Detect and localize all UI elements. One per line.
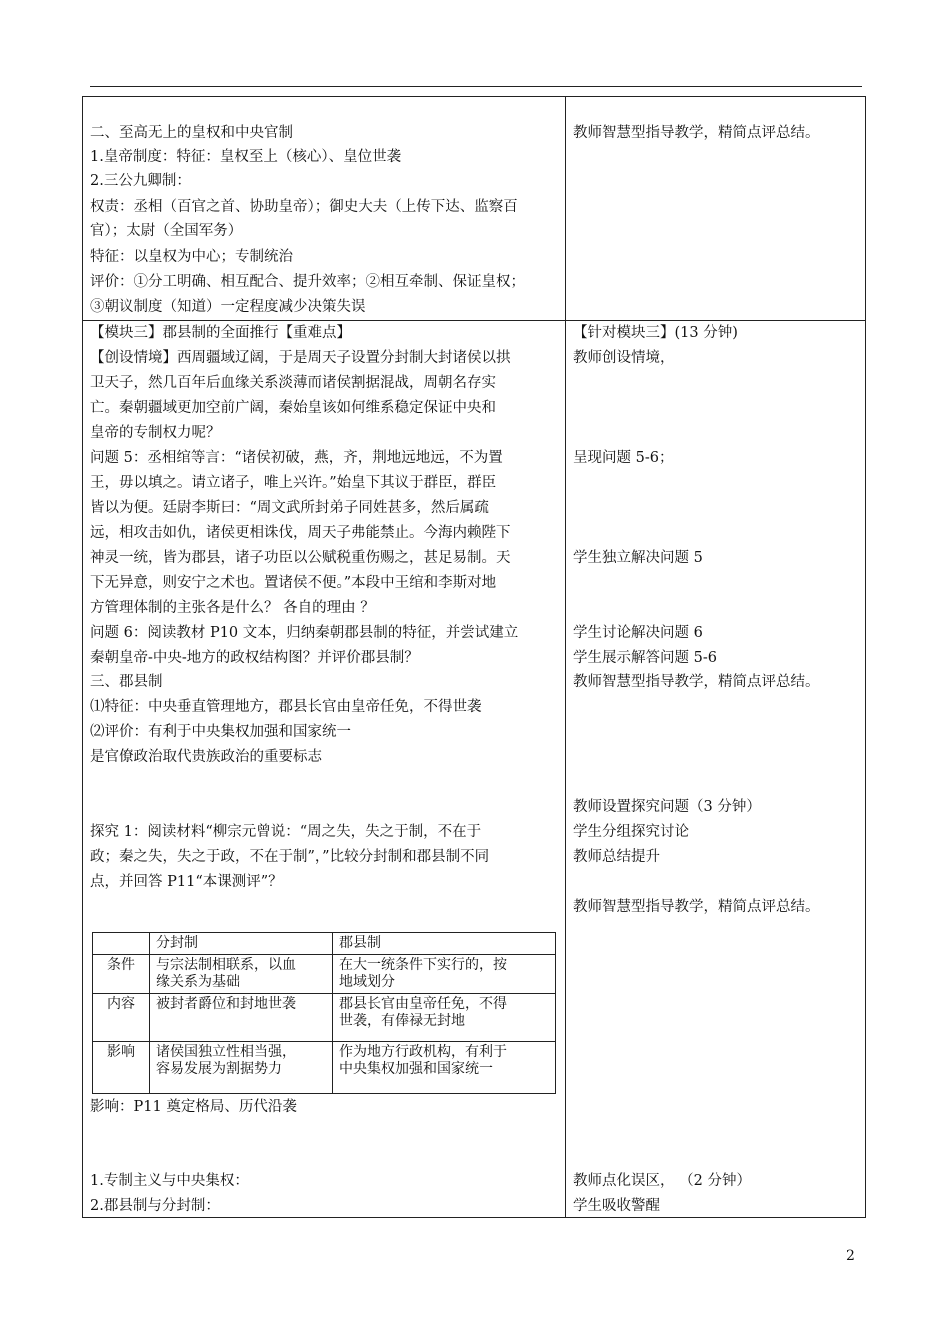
text-line: 是官僚政治取代贵族政治的重要标志 bbox=[90, 749, 322, 765]
column-divider bbox=[565, 96, 566, 1218]
table-cell bbox=[150, 994, 333, 1042]
table-cell bbox=[150, 955, 333, 994]
activity-line: 教师智慧型指导教学，精简点评总结。 bbox=[573, 899, 820, 915]
impact-line: 影响：P11 奠定格局、历代沿袭 bbox=[90, 1099, 297, 1115]
question5: 问题 5：丞相绾等言：“诸侯初破，燕，齐，荆地远地远，不为置 bbox=[90, 450, 503, 466]
section3-title: 三、郡县制 bbox=[90, 674, 163, 690]
table-header-cell: 分封制 bbox=[150, 933, 333, 955]
text-line: ③朝议制度（知道）一定程度减少决策失误 bbox=[90, 299, 366, 315]
cell-line: 与宗法制相联系，以血 bbox=[156, 957, 296, 973]
table-row bbox=[93, 1042, 556, 1094]
activity-line: 呈现问题 5-6； bbox=[573, 450, 674, 466]
activity-line: 教师智慧型指导教学，精简点评总结。 bbox=[573, 125, 820, 141]
text-line: 远，相攻击如仇，诸侯更相诛伐，周天子弗能禁止。今海内赖陛下 bbox=[90, 525, 511, 541]
table-cell bbox=[150, 1042, 333, 1094]
activity-line: 教师设置探究问题（3 分钟） bbox=[573, 799, 761, 815]
cell-line: 中央集权加强和国家统一 bbox=[339, 1061, 493, 1077]
table-row bbox=[93, 955, 556, 994]
activity-line: 教师总结提升 bbox=[573, 849, 660, 865]
module3-heading: 【模块三】郡县制的全面推行【重难点】 bbox=[90, 325, 351, 341]
text-line: 卫天子，然几百年后血缘关系淡薄而诸侯割据混战，周朝名存实 bbox=[90, 375, 496, 391]
cell-line: 被封者爵位和封地世袭 bbox=[156, 996, 296, 1012]
inquiry1: 探究 1：阅读材料“柳宗元曾说：“周之失，失之于制，不在于 bbox=[90, 824, 482, 840]
table-header-cell bbox=[93, 933, 150, 955]
text-line: 官）；太尉（全国军务） bbox=[90, 223, 243, 239]
cell-line: 缘关系为基础 bbox=[156, 974, 240, 990]
cell-line: 在大一统条件下实行的，按 bbox=[339, 957, 507, 973]
cell-line: 诸侯国独立性相当强， bbox=[156, 1044, 296, 1060]
row-divider bbox=[82, 320, 866, 321]
text-line: 秦朝皇帝-中央-地方的政权结构图？并评价郡县制？ bbox=[90, 650, 419, 666]
cell-line: 地域划分 bbox=[339, 974, 395, 990]
text-line: 下无异意，则安宁之术也。置诸侯不便。”本段中王绾和李斯对地 bbox=[90, 575, 497, 591]
module3-activity-heading: 【针对模块三】(13 分钟) bbox=[573, 325, 738, 341]
cell-line: 容易发展为割据势力 bbox=[156, 1061, 282, 1077]
text-line: ⑵评价：有利于中央集权加强和国家统一 bbox=[90, 724, 351, 740]
activity-line: 学生展示解答问题 5-6 bbox=[573, 650, 717, 666]
activity-line: 学生讨论解决问题 6 bbox=[573, 625, 703, 641]
text-line: 王，毋以填之。请立诸子，唯上兴许。”始皇下其议于群臣，群臣 bbox=[90, 475, 497, 491]
activity-line: 教师点化误区， （2 分钟） bbox=[573, 1173, 751, 1189]
section2-title: 二、至高无上的皇权和中央官制 bbox=[90, 125, 293, 141]
text-line: 神灵一统，皆为郡县，诸子功臣以公赋税重伤赐之，甚足易制。天 bbox=[90, 550, 511, 566]
text-line: 皆以为便。廷尉李斯曰：“周文武所封弟子同姓甚多，然后属疏 bbox=[90, 500, 489, 516]
text-line: 点，并回答 P11“本课测评”？ bbox=[90, 874, 283, 890]
cell-line: 作为地方行政机构，有利于 bbox=[339, 1044, 507, 1060]
text-line: 亡。秦朝疆域更加空前广阔，秦始皇该如何维系稳定保证中央和 bbox=[90, 400, 496, 416]
text-line: 权责：丞相（百官之首、协助皇帝）；御史大夫（上传下达、监察百 bbox=[90, 199, 518, 215]
activity-line: 学生分组探究讨论 bbox=[573, 824, 689, 840]
text-line: 评价：①分工明确、相互配合、提升效率；②相互牵制、保证皇权； bbox=[90, 274, 525, 290]
table-cell bbox=[333, 994, 556, 1042]
header-rule bbox=[90, 86, 862, 87]
text-line: 2.三公九卿制： bbox=[90, 173, 191, 189]
text-line: 特征：以皇权为中心；专制统治 bbox=[90, 249, 293, 265]
table-header-row bbox=[93, 933, 556, 955]
text-line: ⑴特征：中央垂直管理地方，郡县长官由皇帝任免，不得世袭 bbox=[90, 699, 482, 715]
cell-line: 世袭，有俸禄无封地 bbox=[339, 1013, 465, 1029]
page-number: 2 bbox=[846, 1248, 855, 1264]
text-line: 皇帝的专制权力呢？ bbox=[90, 425, 221, 441]
text-line: 方管理体制的主张各是什么？ 各自的理由 ？ bbox=[90, 600, 375, 616]
text-line: 1.皇帝制度：特征：皇权至上（核心）、皇位世袭 bbox=[90, 149, 402, 165]
row-label: 内容 bbox=[93, 994, 150, 1042]
comparison-table bbox=[92, 932, 556, 1094]
row-label: 条件 bbox=[93, 955, 150, 994]
activity-line: 学生吸收警醒 bbox=[573, 1198, 660, 1214]
text-line: 1.专制主义与中央集权： bbox=[90, 1173, 249, 1189]
activity-line: 学生独立解决问题 5 bbox=[573, 550, 703, 566]
table-row bbox=[93, 994, 556, 1042]
text-line: 2.郡县制与分封制： bbox=[90, 1198, 220, 1214]
table-cell bbox=[333, 1042, 556, 1094]
question6: 问题 6：阅读教材 P10 文本，归纳秦朝郡县制的特征，并尝试建立 bbox=[90, 625, 519, 641]
text-line: 【创设情境】西周疆域辽阔，于是周天子设置分封制大封诸侯以拱 bbox=[90, 350, 511, 366]
table-header-cell: 郡县制 bbox=[333, 933, 556, 955]
row-label: 影响 bbox=[93, 1042, 150, 1094]
activity-line: 教师创设情境， bbox=[573, 350, 675, 366]
text-line: 政；秦之失，失之于政，不在于制”，”比较分封制和郡县制不同 bbox=[90, 849, 490, 865]
table-cell bbox=[333, 955, 556, 994]
cell-line: 郡县长官由皇帝任免，不得 bbox=[339, 996, 507, 1012]
activity-line: 教师智慧型指导教学，精简点评总结。 bbox=[573, 674, 820, 690]
